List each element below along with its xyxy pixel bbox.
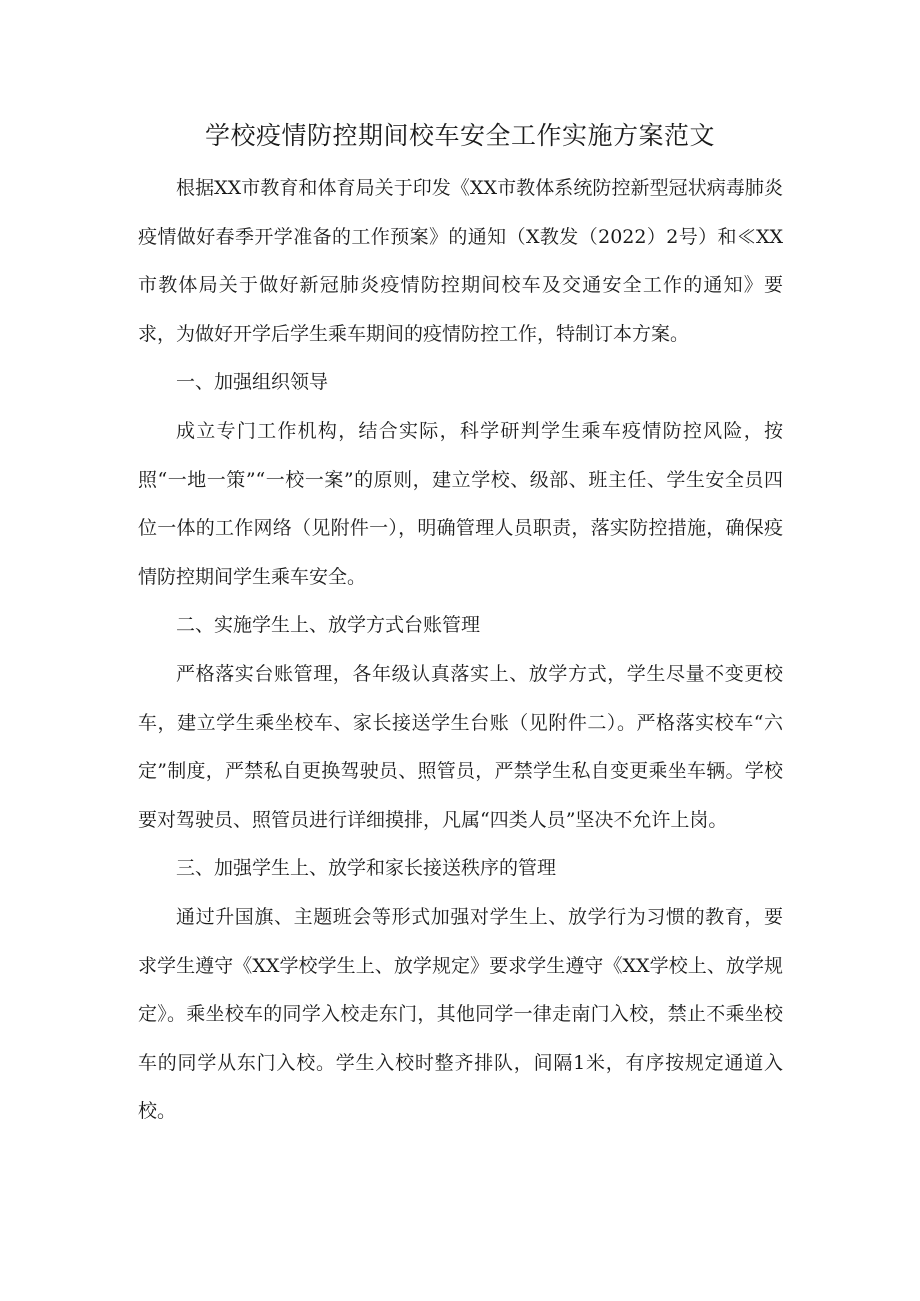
paragraph-intro: 根据XX市教育和体育局关于印发《XX市教体系统防控新型冠状病毒肺炎疫情做好春季开学准备的工作预案》的通知（X教发（2022）2号）和≪XX市教体局关于做好新冠肺炎疫情防控期间校车及交通安全工作的通知》要求，为做好开学后学生乘车期间的疫情防控工作，特制订本方案。 <box>138 177 783 345</box>
document-body <box>138 164 783 1136</box>
section-heading-3: 三、加强学生上、放学和家长接送秩序的管理 <box>176 857 557 880</box>
paragraph-section-3: 通过升国旗、主题班会等形式加强对学生上、放学行为习惯的教育，要求学生遵守《XX学校学生上、放学规定》要求学生遵守《XX学校上、放学规定》。乘坐校车的同学入校走东门，其他同学一律走南门入校，禁止不乘坐校车的同学从东门入校。学生入校时整齐排队，间隔1米，有序按规定通道入校。 <box>138 905 783 1123</box>
document-title: 学校疫情防控期间校车安全工作实施方案范文 <box>204 121 715 150</box>
section-heading-1: 一、加强组织领导 <box>176 371 329 394</box>
paragraph-section-2: 严格落实台账管理，各年级认真落实上、放学方式，学生尽量不变更校车，建立学生乘坐校车、家长接送学生台账（见附件二）。严格落实校车“六定”制度，严禁私自更换驾驶员、照管员，严禁学生私自变更乘坐车辆。学校要对驾驶员、照管员进行详细摸排，凡属“四类人员”坚决不允许上岗。 <box>138 662 783 831</box>
paragraph-section-1: 成立专门工作机构，结合实际，科学研判学生乘车疫情防控风险，按照“一地一策”“一校一案”的原则，建立学校、级部、班主任、学生安全员四位一体的工作网络（见附件一），明确管理人员职责，落实防控措施，确保疫情防控期间学生乘车安全。 <box>138 419 783 588</box>
section-heading-2: 二、实施学生上、放学方式台账管理 <box>176 614 481 637</box>
